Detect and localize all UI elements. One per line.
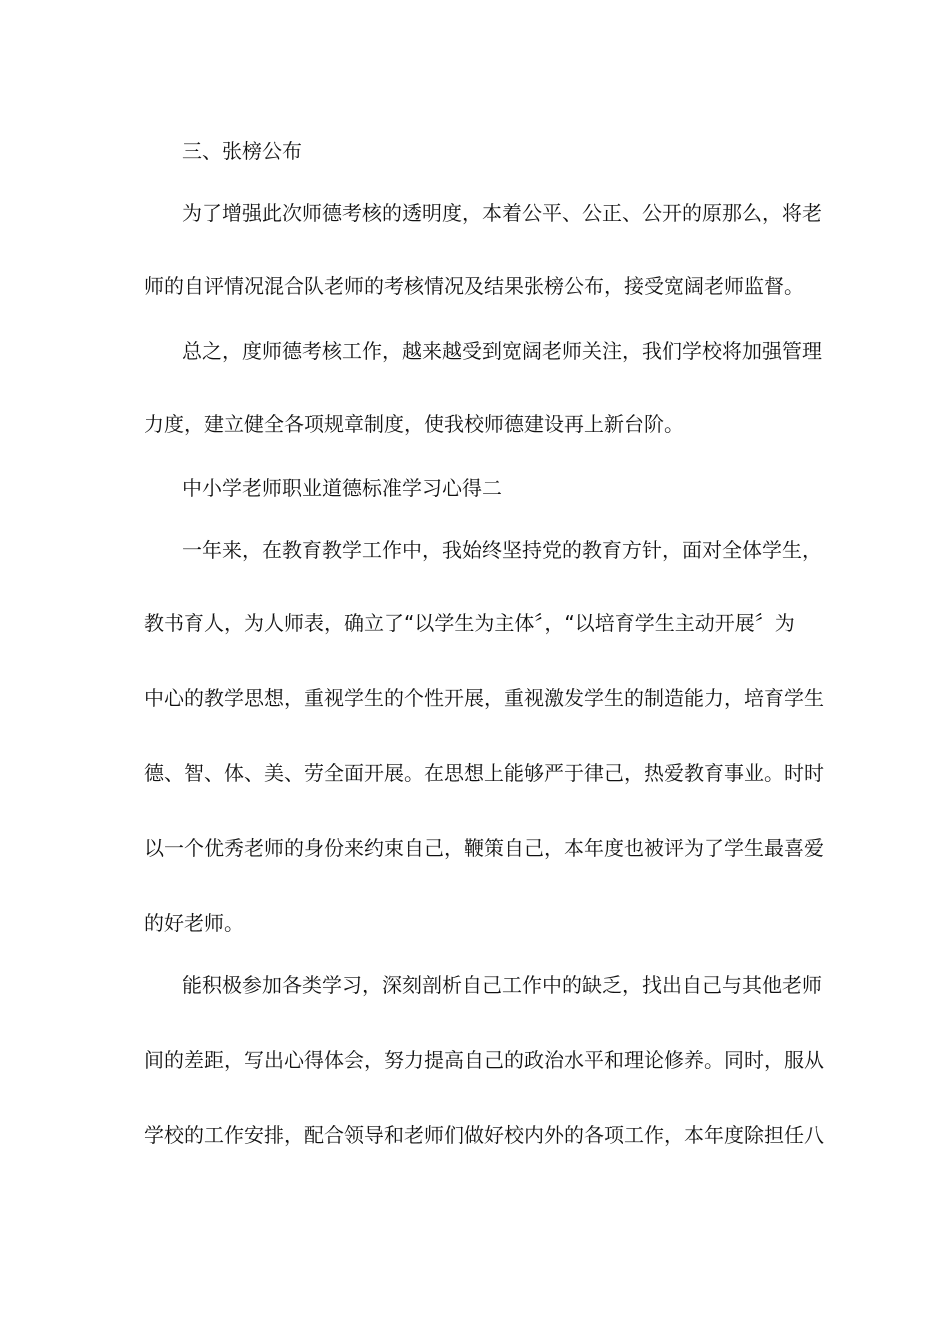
paragraph-line: 师的自评情况混合队老师的考核情况及结果张榜公布，接受宽阔老师监督。 xyxy=(144,274,804,298)
article-title: 中小学老师职业道德标准学习心得二 xyxy=(182,476,502,500)
paragraph-line: 一年来，在教育教学工作中，我始终坚持党的教育方针，面对全体学生， xyxy=(182,538,822,562)
paragraph-line: 学校的工作安排，配合领导和老师们做好校内外的各项工作，本年度除担任八 xyxy=(144,1123,824,1147)
paragraph-line: 的好老师。 xyxy=(144,911,244,935)
paragraph-line: 以一个优秀老师的身份来约束自己，鞭策自己，本年度也被评为了学生最喜爱 xyxy=(144,836,824,860)
paragraph-line: 德、智、体、美、劳全面开展。在思想上能够严于律己，热爱教育事业。时时 xyxy=(144,761,824,785)
paragraph-line: 为了增强此次师德考核的透明度，本着公平、公正、公开的原那么，将老 xyxy=(182,201,822,225)
paragraph-line: 能积极参加各类学习，深刻剖析自己工作中的缺乏，找出自己与其他老师 xyxy=(182,973,822,997)
section-heading: 三、张榜公布 xyxy=(182,139,302,163)
paragraph-line: 中心的教学思想，重视学生的个性开展，重视激发学生的制造能力，培育学生 xyxy=(144,686,824,710)
paragraph-line: 总之，度师德考核工作，越来越受到宽阔老师关注，我们学校将加强管理 xyxy=(182,339,822,363)
paragraph-line: 教书育人，为人师表，确立了“以学生为主体〞，“以培育学生主动开展〞为 xyxy=(144,611,795,635)
paragraph-line: 间的差距，写出心得体会，努力提高自己的政治水平和理论修养。同时，服从 xyxy=(144,1048,824,1072)
paragraph-line: 力度，建立健全各项规章制度，使我校师德建设再上新台阶。 xyxy=(144,412,684,436)
